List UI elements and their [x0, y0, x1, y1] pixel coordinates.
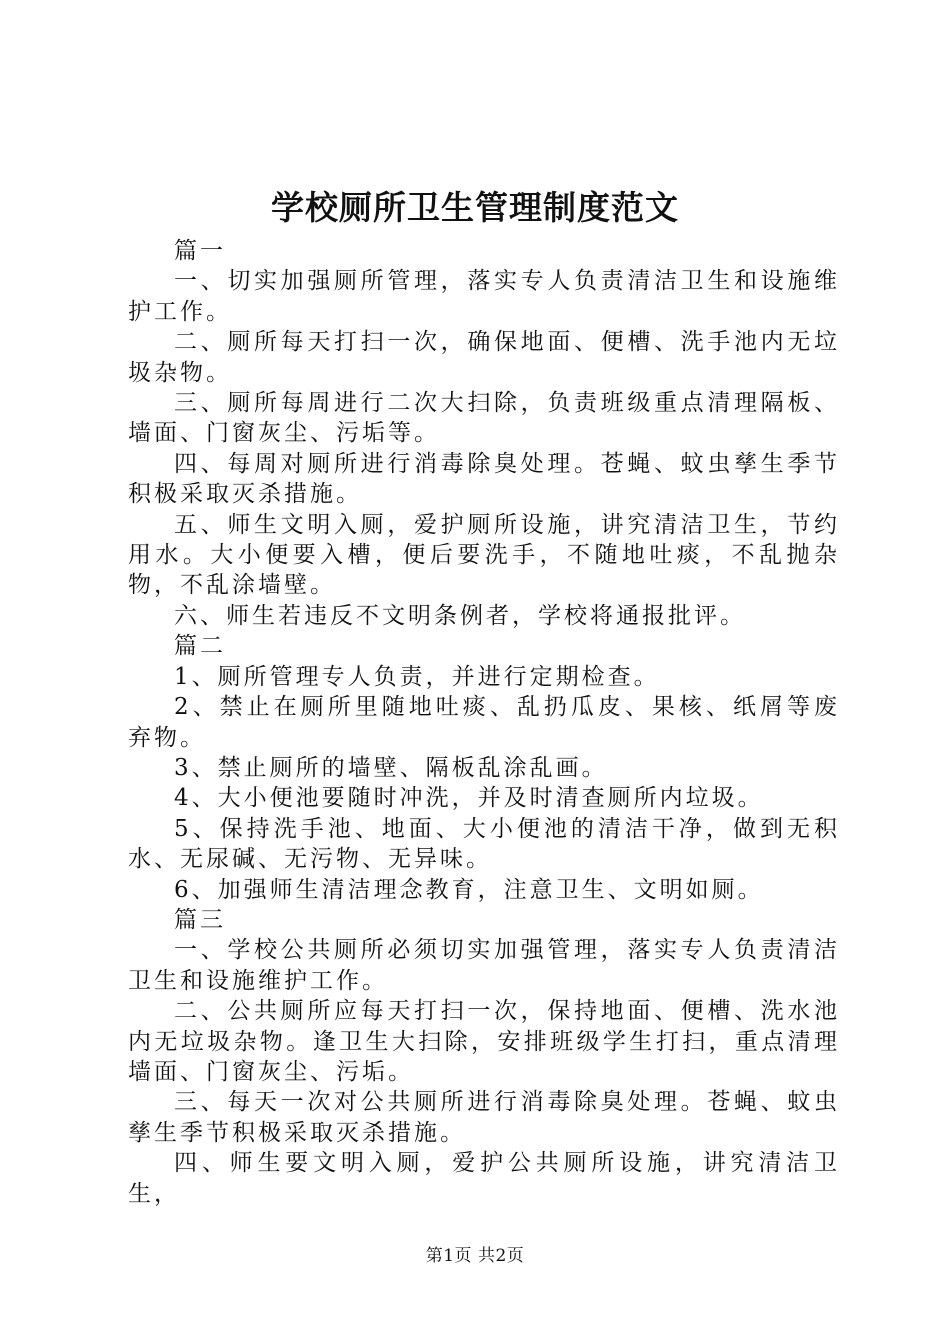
document-body — [128, 236, 840, 1209]
paragraph: 3、禁止厕所的墙壁、隔板乱涂乱画。 — [174, 754, 608, 781]
paragraph: 三、厕所每周进行二次大扫除，负责班级重点清理隔板、墙面、门窗灰尘、污垢等。 — [128, 390, 840, 447]
paragraph: 二、公共厕所应每天打扫一次，保持地面、便槽、洗水池内无垃圾杂物。逢卫生大扫除，安排班级学生打扫，重点清理墙面、门窗灰尘、污垢。 — [128, 998, 840, 1085]
page-number-footer: 第1页 共2页 — [425, 1246, 525, 1266]
paragraph: 篇三 — [174, 906, 226, 933]
paragraph: 篇一 — [174, 238, 226, 264]
paragraph: 二、厕所每天打扫一次，确保地面、便槽、洗手池内无垃圾杂物。 — [128, 329, 840, 386]
paragraph: 一、学校公共厕所必须切实加强管理，落实专人负责清洁卫生和设施维护工作。 — [128, 937, 840, 994]
paragraph: 6、加强师生清洁理念教育，注意卫生、文明如厕。 — [174, 876, 764, 903]
paragraph: 四、师生要文明入厕，爱护公共厕所设施，讲究清洁卫生， — [128, 1150, 840, 1207]
paragraph: 5、保持洗手池、地面、大小便池的清洁干净，做到无积水、无尿碱、无污物、无异味。 — [128, 815, 840, 873]
paragraph: 1、厕所管理专人负责，并进行定期检查。 — [174, 663, 660, 690]
document-title: 学校厕所卫生管理制度范文 — [271, 188, 679, 227]
paragraph: 五、师生文明入厕，爱护厕所设施，讲究清洁卫生，节约用水。大小便要入槽，便后要洗手，不随地吐痰，不乱抛杂物，不乱涂墙壁。 — [128, 511, 840, 599]
paragraph: 2、禁止在厕所里随地吐痰、乱扔瓜皮、果核、纸屑等废弃物。 — [128, 694, 840, 751]
paragraph: 篇二 — [174, 633, 226, 660]
paragraph: 四、每周对厕所进行消毒除臭处理。苍蝇、蚊虫孳生季节积极采取灭杀措施。 — [128, 450, 840, 508]
paragraph: 4、大小便池要随时冲洗，并及时清查厕所内垃圾。 — [174, 785, 764, 812]
paragraph: 三、每天一次对公共厕所进行消毒除臭处理。苍蝇、蚊虫孳生季节积极采取灭杀措施。 — [128, 1089, 840, 1146]
paragraph: 一、切实加强厕所管理，落实专人负责清洁卫生和设施维护工作。 — [128, 268, 840, 325]
paragraph: 六、师生若违反不文明条例者，学校将通报批评。 — [174, 602, 746, 629]
